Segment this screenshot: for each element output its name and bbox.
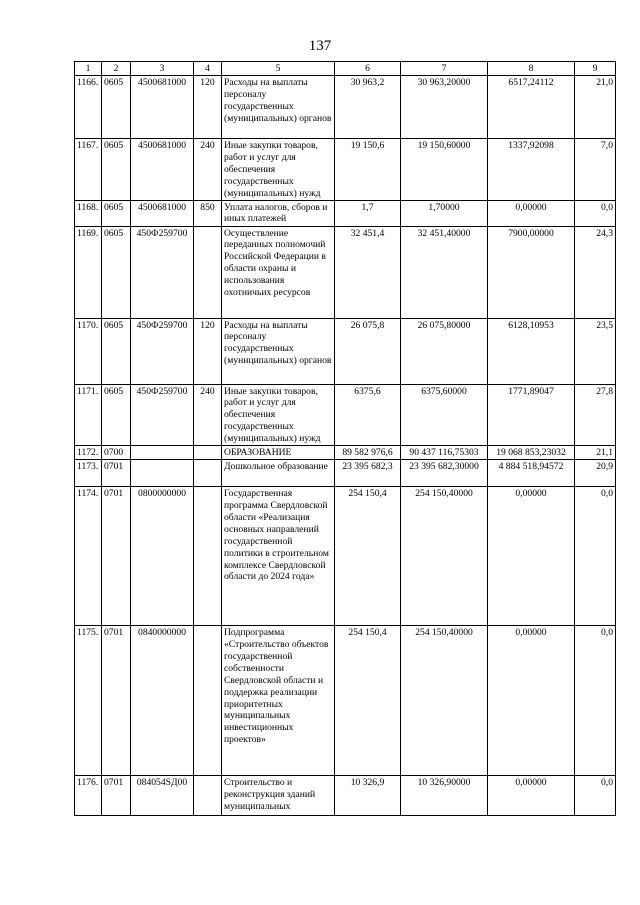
section-code: 0700	[102, 446, 131, 460]
executed-amount: 0,00000	[488, 200, 575, 226]
item-name: Иные закупки товаров, работ и услуг для обеспечения государственных (муниципальных) нужд	[222, 139, 335, 201]
percent-executed: 20,9	[575, 460, 616, 487]
column-header: 9	[575, 62, 616, 76]
percent-executed: 24,3	[575, 226, 616, 318]
expense-type	[194, 776, 222, 816]
table-row	[75, 446, 616, 460]
item-name: Строительство и реконструкция зданий муниципальных	[222, 776, 335, 816]
target-code: 4500681000	[131, 76, 194, 139]
budget-table	[74, 61, 616, 816]
column-header: 5	[222, 62, 335, 76]
percent-executed: 0,0	[575, 776, 616, 816]
refined-amount: 90 437 116,75303	[401, 446, 488, 460]
table-row	[75, 626, 616, 776]
column-header: 6	[335, 62, 401, 76]
row-number: 1175.	[75, 626, 102, 776]
row-number: 1167.	[75, 139, 102, 201]
executed-amount: 0,00000	[488, 487, 575, 626]
percent-executed: 0,0	[575, 626, 616, 776]
approved-amount: 23 395 682,3	[335, 460, 401, 487]
column-header: 7	[401, 62, 488, 76]
expense-type	[194, 487, 222, 626]
item-name: Иные закупки товаров, работ и услуг для обеспечения государственных (муниципальных) нужд	[222, 384, 335, 446]
approved-amount: 19 150,6	[335, 139, 401, 201]
target-code: 0840000000	[131, 626, 194, 776]
item-name: Государственная программа Свердловской области «Реализация основных направлений государственной политики в строительном комплексе Свердловской области до 2024 года»	[222, 487, 335, 626]
executed-amount: 1771,89047	[488, 384, 575, 446]
table-row	[75, 460, 616, 487]
executed-amount: 0,00000	[488, 626, 575, 776]
executed-amount: 0,00000	[488, 776, 575, 816]
column-header: 3	[131, 62, 194, 76]
expense-type: 120	[194, 76, 222, 139]
percent-executed: 27,8	[575, 384, 616, 446]
percent-executed: 23,5	[575, 318, 616, 384]
target-code	[131, 446, 194, 460]
row-number: 1169.	[75, 226, 102, 318]
approved-amount: 89 582 976,6	[335, 446, 401, 460]
refined-amount: 26 075,80000	[401, 318, 488, 384]
approved-amount: 1,7	[335, 200, 401, 226]
expense-type	[194, 460, 222, 487]
target-code	[131, 460, 194, 487]
item-name: Дошкольное образование	[222, 460, 335, 487]
table-row	[75, 139, 616, 201]
approved-amount: 254 150,4	[335, 626, 401, 776]
refined-amount: 254 150,40000	[401, 487, 488, 626]
row-number: 1166.	[75, 76, 102, 139]
refined-amount: 30 963,20000	[401, 76, 488, 139]
section-code: 0605	[102, 76, 131, 139]
approved-amount: 32 451,4	[335, 226, 401, 318]
target-code: 450Ф259700	[131, 384, 194, 446]
column-header: 2	[102, 62, 131, 76]
table-row	[75, 384, 616, 446]
approved-amount: 26 075,8	[335, 318, 401, 384]
section-code: 0605	[102, 318, 131, 384]
percent-executed: 0,0	[575, 200, 616, 226]
executed-amount: 1337,92098	[488, 139, 575, 201]
refined-amount: 32 451,40000	[401, 226, 488, 318]
executed-amount: 6128,10953	[488, 318, 575, 384]
target-code: 084054ЅД00	[131, 776, 194, 816]
table-row	[75, 226, 616, 318]
item-name: Осуществление переданных полномочий Российской Федерации в области охраны и использования охотничьих ресурсов	[222, 226, 335, 318]
executed-amount: 4 884 518,94572	[488, 460, 575, 487]
section-code: 0605	[102, 139, 131, 201]
item-name: Подпрограмма «Строительство объектов государственной собственности Свердловской области и поддержка реализации приоритетных муниципальных инвестиционных проектов»	[222, 626, 335, 776]
row-number: 1168.	[75, 200, 102, 226]
table-row	[75, 76, 616, 139]
section-code: 0701	[102, 487, 131, 626]
row-number: 1174.	[75, 487, 102, 626]
row-number: 1172.	[75, 446, 102, 460]
row-number: 1171.	[75, 384, 102, 446]
item-name: Расходы на выплаты персоналу государственных (муниципальных) органов	[222, 318, 335, 384]
section-code: 0701	[102, 460, 131, 487]
refined-amount: 1,70000	[401, 200, 488, 226]
target-code: 4500681000	[131, 139, 194, 201]
table-row	[75, 200, 616, 226]
section-code: 0701	[102, 626, 131, 776]
percent-executed: 0,0	[575, 487, 616, 626]
column-header: 8	[488, 62, 575, 76]
target-code: 4500681000	[131, 200, 194, 226]
percent-executed: 21,1	[575, 446, 616, 460]
column-header: 1	[75, 62, 102, 76]
approved-amount: 30 963,2	[335, 76, 401, 139]
column-header: 4	[194, 62, 222, 76]
table-row	[75, 318, 616, 384]
expense-type: 850	[194, 200, 222, 226]
section-code: 0605	[102, 200, 131, 226]
approved-amount: 6375,6	[335, 384, 401, 446]
target-code: 450Ф259700	[131, 318, 194, 384]
refined-amount: 6375,60000	[401, 384, 488, 446]
section-code: 0605	[102, 226, 131, 318]
executed-amount: 7900,00000	[488, 226, 575, 318]
table-row	[75, 487, 616, 626]
approved-amount: 10 326,9	[335, 776, 401, 816]
executed-amount: 6517,24112	[488, 76, 575, 139]
item-name: Уплата налогов, сборов и иных платежей	[222, 200, 335, 226]
header-row	[75, 62, 616, 76]
expense-type	[194, 226, 222, 318]
percent-executed: 7,0	[575, 139, 616, 201]
expense-type	[194, 446, 222, 460]
item-name: ОБРАЗОВАНИЕ	[222, 446, 335, 460]
refined-amount: 23 395 682,30000	[401, 460, 488, 487]
refined-amount: 10 326,90000	[401, 776, 488, 816]
refined-amount: 19 150,60000	[401, 139, 488, 201]
target-code: 450Ф259700	[131, 226, 194, 318]
row-number: 1176.	[75, 776, 102, 816]
executed-amount: 19 068 853,23032	[488, 446, 575, 460]
row-number: 1173.	[75, 460, 102, 487]
expense-type	[194, 626, 222, 776]
target-code: 0800000000	[131, 487, 194, 626]
section-code: 0605	[102, 384, 131, 446]
page-number: 137	[308, 38, 332, 54]
expense-type: 240	[194, 139, 222, 201]
row-number: 1170.	[75, 318, 102, 384]
refined-amount: 254 150,40000	[401, 626, 488, 776]
item-name: Расходы на выплаты персоналу государственных (муниципальных) органов	[222, 76, 335, 139]
expense-type: 240	[194, 384, 222, 446]
approved-amount: 254 150,4	[335, 487, 401, 626]
table-row	[75, 776, 616, 816]
section-code: 0701	[102, 776, 131, 816]
expense-type: 120	[194, 318, 222, 384]
percent-executed: 21,0	[575, 76, 616, 139]
